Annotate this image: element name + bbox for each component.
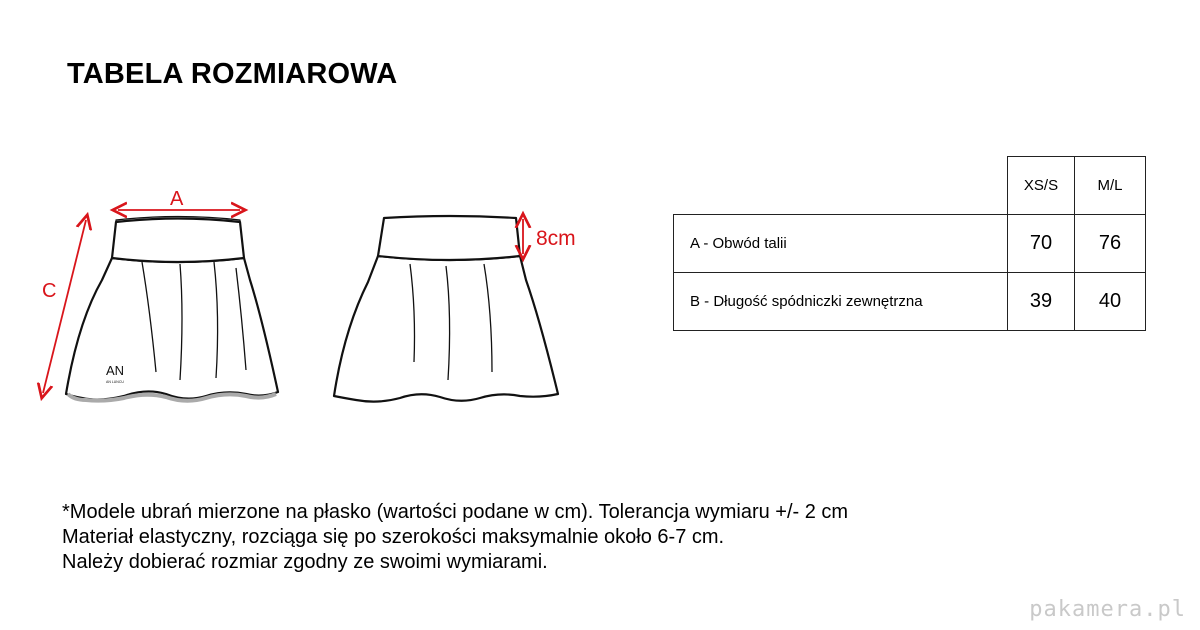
table-header-row bbox=[674, 157, 1146, 215]
row-label-waist: A - Obwód talii bbox=[674, 215, 1008, 273]
skirt-back-drawing bbox=[334, 216, 558, 402]
note-line: *Modele ubrań mierzone na płasko (wartości podane w cm). Tolerancja wymiaru +/- 2 cm bbox=[62, 501, 849, 523]
label-a: A bbox=[170, 188, 184, 210]
table-row bbox=[674, 273, 1146, 331]
watermark: pakamera.pl bbox=[1029, 597, 1186, 622]
cell-length-m-l: 40 bbox=[1075, 273, 1146, 331]
cell-waist-m-l: 76 bbox=[1075, 215, 1146, 273]
note-line: Należy dobierać rozmiar zgodny ze swoimi wymiarami. bbox=[62, 551, 548, 573]
brand-logo: AN bbox=[106, 363, 125, 378]
note-line: Materiał elastyczny, rozciąga się po szerokości maksymalnie około 6-7 cm. bbox=[62, 526, 725, 548]
table-corner bbox=[674, 157, 1008, 215]
notes bbox=[62, 500, 848, 575]
label-c: C bbox=[42, 280, 57, 302]
page-title: TABELA ROZMIAROWA bbox=[67, 58, 398, 90]
cell-length-xs-s: 39 bbox=[1008, 273, 1075, 331]
size-table bbox=[673, 156, 1146, 331]
row-label-length: B - Długość spódniczki zewnętrzna bbox=[674, 273, 1008, 331]
table-row bbox=[674, 215, 1146, 273]
label-waistband-height: 8cm bbox=[536, 227, 576, 250]
skirt-front-drawing bbox=[66, 217, 278, 401]
skirt-diagram bbox=[0, 0, 620, 440]
header-m-l: M/L bbox=[1075, 157, 1146, 215]
brand-logo-text: AN LUNCU bbox=[106, 380, 124, 384]
cell-waist-xs-s: 70 bbox=[1008, 215, 1075, 273]
header-xs-s: XS/S bbox=[1008, 157, 1075, 215]
